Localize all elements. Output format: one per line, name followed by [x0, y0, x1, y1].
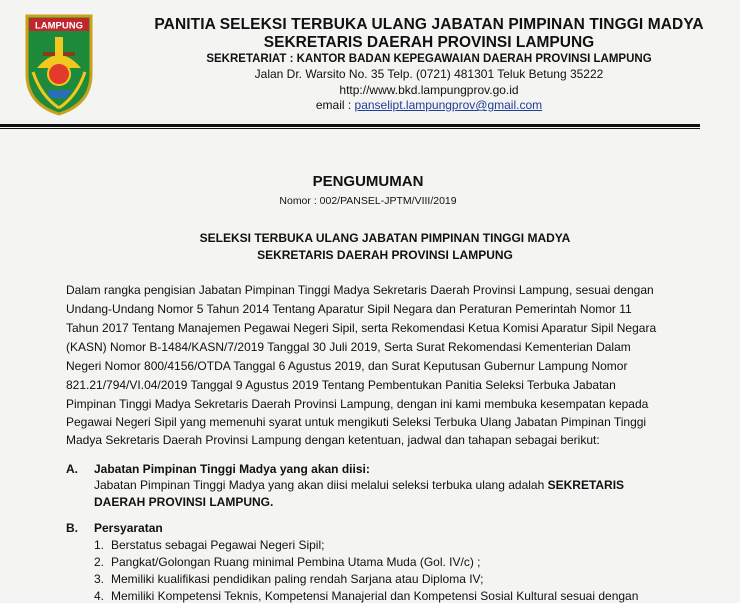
announcement-number: Nomor : 002/PANSEL-JPTM/VIII/2019: [279, 195, 457, 207]
requirement-text: Memiliki kualifikasi pendidikan paling rendah Sarjana atau Diploma IV;: [111, 572, 484, 586]
secretariat-line: SEKRETARIAT : KANTOR BADAN KEPEGAWAIAN DAERAH PROVINSI LAMPUNG: [206, 53, 652, 65]
requirement-number: 3.: [94, 572, 105, 586]
logo-text: LAMPUNG: [34, 20, 84, 32]
section-a-text-line2: DAERAH PROVINSI LAMPUNG.: [94, 495, 274, 509]
intro-line: Undang-Undang Nomor 5 Tahun 2014 Tentang Aparatur Sipil Negara dan Peraturan Pemerintah Nomor 11: [66, 302, 632, 316]
section-a-text-bold: SEKRETARIS: [547, 478, 625, 492]
selection-title-line1: SELEKSI TERBUKA ULANG JABATAN PIMPINAN TINGGI MADYA: [199, 231, 571, 245]
section-b-letter: B.: [66, 521, 78, 535]
intro-line: 821.21/794/VI.04/2019 Tanggal 9 Agustus 2019 Tentang Pembentukan Panitia Seleksi Terbuka Jabatan: [66, 378, 616, 392]
intro-line: Dalam rangka pengisian Jabatan Pimpinan Tinggi Madya Sekretaris Daerah Provinsi Lampung, sesuai dengan: [66, 283, 654, 297]
requirement-number: 4.: [94, 589, 105, 603]
announcement-title: PENGUMUMAN: [312, 173, 424, 190]
section-a-text-regular: Jabatan Pimpinan Tinggi Madya yang akan diisi melalui seleksi terbuka ulang adalah: [94, 478, 548, 492]
intro-line: Negeri Nomor 800/4156/OTDA Tanggal 6 Agustus 2019, dan Surat Keputusan Gubernur Lampung Nomor: [66, 359, 628, 373]
intro-line: Pimpinan Tinggi Madya Sekretaris Daerah Provinsi Lampung, dengan ini kami membuka kesempatan kepada: [66, 397, 649, 411]
intro-line: Madya Sekretaris Daerah Provinsi Lampung dengan ketentuan, jadwal dan tahapan sebagai berikut:: [66, 433, 600, 447]
lampung-emblem-logo: [23, 12, 95, 116]
section-a-heading: Jabatan Pimpinan Tinggi Madya yang akan diisi:: [94, 462, 370, 476]
email-label: email :: [315, 98, 355, 112]
intro-line: Tahun 2017 Tentang Manajemen Pegawai Negeri Sipil, serta Rekomendasi Ketua Komisi Aparatur Sipil Negara: [66, 321, 657, 335]
requirement-number: 1.: [94, 538, 105, 552]
intro-line: Pegawai Negeri Sipil yang memenuhi syarat untuk mengikuti Seleksi Terbuka Ulang Jabatan Pimpinan Tinggi: [66, 415, 647, 429]
committee-subtitle: SEKRETARIS DAERAH PROVINSI LAMPUNG: [263, 34, 595, 51]
email-line: [118, 98, 740, 112]
requirement-number: 2.: [94, 555, 105, 569]
committee-title: PANITIA SELEKSI TERBUKA ULANG JABATAN PIMPINAN TINGGI MADYA: [154, 16, 704, 33]
requirement-text: Memiliki Kompetensi Teknis, Kompetensi Manajerial dan Kompetensi Sosial Kultural sesuai dengan: [111, 589, 639, 603]
address-line: Jalan Dr. Warsito No. 35 Telp. (0721) 481301 Teluk Betung 35222: [254, 67, 604, 81]
website-line: http://www.bkd.lampungprov.go.id: [339, 83, 519, 97]
section-a-text: [94, 478, 624, 492]
email-link[interactable]: panselipt.lampungprov@gmail.com: [354, 98, 543, 112]
requirement-text: Pangkat/Golongan Ruang minimal Pembina Utama Muda (Gol. IV/c) ;: [111, 555, 481, 569]
letterhead-rule-thin: [0, 128, 700, 129]
selection-title-line2: SEKRETARIS DAERAH PROVINSI LAMPUNG: [257, 248, 513, 262]
letterhead-rule-thick: [0, 124, 700, 127]
section-b-heading: Persyaratan: [94, 521, 163, 535]
requirement-text: Berstatus sebagai Pegawai Negeri Sipil;: [111, 538, 325, 552]
section-a-letter: A.: [66, 462, 78, 476]
intro-line: (KASN) Nomor B-1484/KASN/7/2019 Tanggal 30 Juli 2019, Serta Surat Rekomendasi Kementerian Dalam: [66, 340, 631, 354]
